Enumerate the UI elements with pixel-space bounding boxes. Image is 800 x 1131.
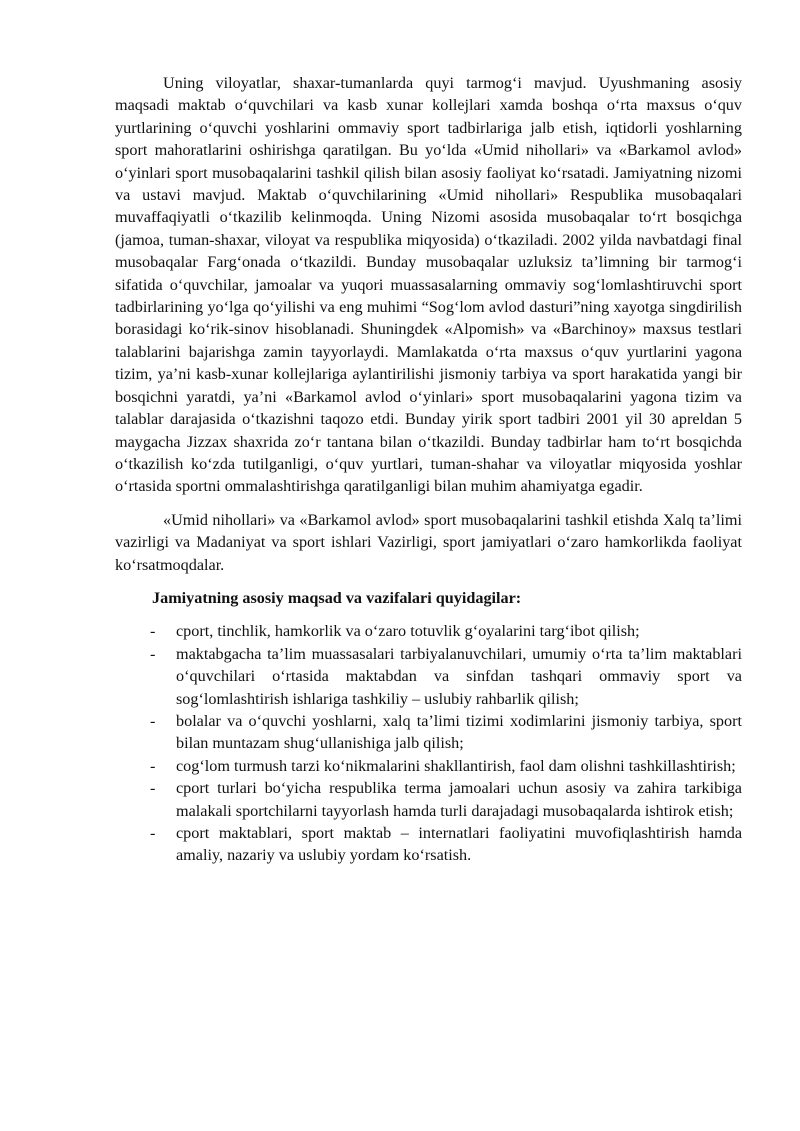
document-page [115, 72, 742, 867]
list-item [150, 620, 742, 642]
list-item [150, 710, 742, 755]
list-item-text: cport maktablari, sport maktab – internatlari faoliyatini muvofiqlashtirish hamda amaliy, nazariy va uslubiy yordam ko‘rsatish. [176, 824, 742, 865]
list-dash: - [150, 824, 156, 842]
list-item-text: cport turlari bo‘yicha respublika terma jamoalari uchun asosiy va zahira tarkibiga malakali sportchilarni tayyorlash hamda turli darajadagi musobaqalarda ishtirok etish; [176, 779, 742, 820]
list-item [150, 822, 742, 867]
list-item [150, 777, 742, 822]
list-dash: - [150, 779, 156, 798]
list-item-text: cog‘lom turmush tarzi ko‘nikmalarini shakllantirish, faol dam olishni tashkillashtirish; [176, 756, 736, 775]
body-paragraph-2: «Umid nihollari» va «Barkamol avlod» sport musobaqalarini tashkil etishda Xalq ta’limi vazirligi va Madaniyat va sport ishlari Vazirligi, sport jamiyatlari o‘zaro hamkorlikda faoliyat ko‘rsatmoqdalar. [115, 510, 742, 574]
list-dash: - [150, 622, 156, 641]
goals-list [115, 620, 742, 866]
section-heading: Jamiyatning asosiy maqsad va vazifalari quyidagilar: [152, 588, 522, 607]
list-dash: - [150, 644, 156, 663]
list-item-text: cport, tinchlik, hamkorlik va o‘zaro totuvlik g‘oyalarini targ‘ibot qilish; [176, 622, 640, 641]
list-item-text: bolalar va o‘quvchi yoshlarni, xalq ta’limi tizimi xodimlarini jismoniy tarbiya, sport bilan muntazam shug‘ullanishiga jalb qilish; [176, 711, 742, 753]
list-item-text: maktabgacha ta’lim muassasalari tarbiyalanuvchilari, umumiy o‘rta ta’lim maktablari o‘quvchilari o‘rtasida maktabdan va sinfdan tashqari ommaviy sport va sog‘lomlashtirish ishlariga tashkiliy – uslubiy rahbarlik qilish; [176, 644, 742, 708]
list-dash: - [150, 756, 156, 775]
body-paragraph-1: Uning viloyatlar, shaxar-tumanlarda quyi tarmog‘i mavjud. Uyushmaning asosiy maqsadi maktab o‘quvchilari va kasb xunar kollejlari xamda boshqa o‘rta maxsus o‘quv yurtlarining o‘quvchi yoshlarini ommaviy sport tadbirlariga jalb etish, iqtidorli yoshlarning sport mahoratlarini oshirishga qaratilgan. Bu yo‘lda «Umid nihollari» va «Barkamol avlod» o‘yinlari sport musobaqalarini tashkil qilish bilan asosiy faoliyat ko‘rsatadi. Jamiyatning nizomi va ustavi mavjud. Maktab o‘quvchilarining «Umid nihollari» Respublika musobaqalari muvaffaqiyatli o‘tkazilib kelinmoqda. Uning Nizomi asosida musobaqalar to‘rt bosqichga (jamoa, tuman-shaxar, viloyat va respublika miqyosida) o‘tkaziladi. 2002 yilda navbatdagi final musobaqalar Farg‘onada o‘tkazildi. Bunday musobaqalar uzluksiz ta’limning bir tarmog‘i sifatida o‘quvchilar, jamoalar va yuqori muassasalarning ommaviy sog‘lomlashtiruvchi sport tadbirlarining yo‘lga qo‘yilishi va eng muhimi “Sog‘lom avlod dasturi”ning xayotga singdirilish borasidagi ko‘rik-sinov hisoblanadi. Shuningdek «Alpomish» va «Barchinoy» maxsus testlari talablarini bajarishga zamin tayyorlaydi. Mamlakatda o‘rta maxsus o‘quv yurtlarini yagona tizim, ya’ni kasb-xunar kollejlariga aylantirilishi jismoniy tarbiya va sport harakatida yangi bir bosqichni yaratdi, ya’ni «Barkamol avlod o‘yinlari» sport musobaqalarini yagona tizim va talablar darajasida o‘tkazishni taqozo etdi. Bunday yirik sport tadbiri 2001 yil 30 apreldan 5 maygacha Jizzax shaxrida zo‘r tantana bilan o‘tkazildi. Bunday tadbirlar ham to‘rt bosqichda o‘tkazilish ko‘zda tutilganligi, o‘quv yurtlari, tuman-shahar va viloyatlar miqyosida yoshlar o‘rtasida sportni ommalashtirishga qaratilganligi bilan muhim ahamiyatga egadir. [115, 74, 742, 496]
list-dash: - [150, 711, 156, 730]
list-item [150, 755, 742, 777]
list-item [150, 643, 742, 710]
